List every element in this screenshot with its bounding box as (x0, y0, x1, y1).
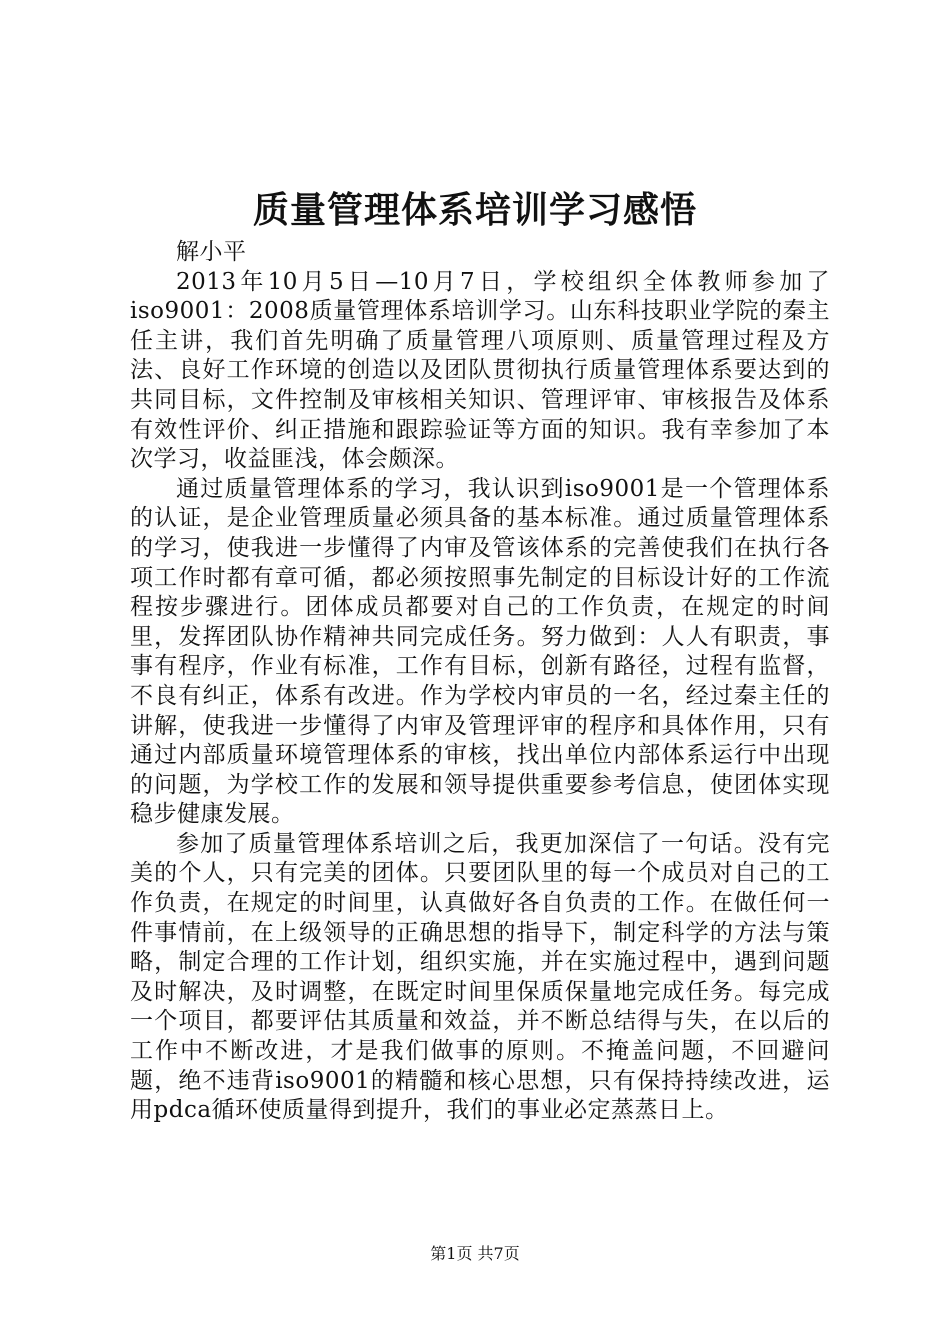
document-title: 质量管理体系培训学习感悟 (252, 189, 697, 231)
paragraph-1: 2013年10月5日—10月7日，学校组织全体教师参加了iso9001：2008质量管理体系培训学习。山东科技职业学院的秦主任主讲，我们首先明确了质量管理八项原则、质量管理过程及方法、良好工作环境的创造以及团队贯彻执行质量管理体系要达到的共同目标，文件控制及审核相关知识、管理评审、审核报告及体系有效性评价、纠正措施和跟踪验证等方面的知识。我有幸参加了本次学习，收益匪浅，体会颇深。 (130, 268, 830, 473)
document-body (130, 238, 830, 1126)
paragraph-3: 参加了质量管理体系培训之后，我更加深信了一句话。没有完美的个人，只有完美的团体。只要团队里的每一个成员对自己的工作负责，在规定的时间里，认真做好各自负责的工作。在做任何一件事情前，在上级领导的正确思想的指导下，制定科学的方法与策略，制定合理的工作计划，组织实施，并在实施过程中，遇到问题及时解决，及时调整，在既定时间里保质保量地完成任务。每完成一个项目，都要评估其质量和效益，并不断总结得与失，在以后的工作中不断改进，才是我们做事的原则。不掩盖问题，不回避问题，绝不违背iso9001的精髓和核心思想，只有保持持续改进，运用pdca循环使质量得到提升，我们的事业必定蒸蒸日上。 (130, 830, 830, 1124)
page-number-footer: 第1页 共7页 (430, 1244, 520, 1263)
paragraph-2: 通过质量管理体系的学习，我认识到iso9001是一个管理体系的认证，是企业管理质量必须具备的基本标准。通过质量管理体系的学习，使我进一步懂得了内审及管该体系的完善使我们在执行各项工作时都有章可循，都必须按照事先制定的目标设计好的工作流程按步骤进行。团体成员都要对自己的工作负责，在规定的时间里，发挥团队协作精神共同完成任务。努力做到：人人有职责，事事有程序，作业有标准，工作有目标，创新有路径，过程有监督，不良有纠正，体系有改进。作为学校内审员的一名，经过秦主任的讲解，使我进一步懂得了内审及管理评审的程序和具体作用，只有通过内部质量环境管理体系的审核，找出单位内部体系运行中出现的问题，为学校工作的发展和领导提供重要参考信息，使团体实现稳步健康发展。 (130, 475, 830, 828)
author-name: 解小平 (176, 239, 247, 265)
